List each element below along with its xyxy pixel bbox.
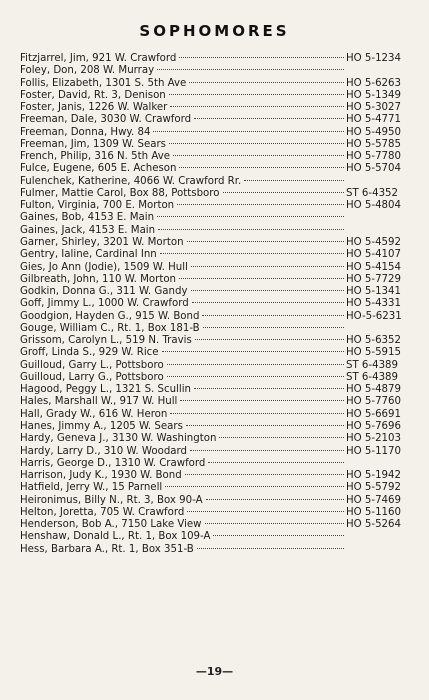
list-item <box>20 139 412 151</box>
dot-leader <box>206 499 344 500</box>
student-name-address: Hales, Marshall W., 917 W. Hull <box>20 396 178 408</box>
dot-leader <box>185 474 344 475</box>
section-heading: SOPHOMORES <box>139 22 290 40</box>
list-item <box>20 262 412 274</box>
dot-leader <box>173 155 344 156</box>
dot-leader <box>191 266 344 267</box>
student-name-address: Foster, Janis, 1226 W. Walker <box>20 102 168 114</box>
dot-leader <box>186 425 344 426</box>
dot-leader <box>169 94 344 95</box>
list-item <box>20 446 412 458</box>
list-item <box>20 65 412 77</box>
student-name-address: Grissom, Carolyn L., 519 N. Travis <box>20 335 192 347</box>
student-name-address: Fulton, Virginia, 700 E. Morton <box>20 200 175 212</box>
phone-number: HO 5-7696 <box>346 420 402 432</box>
student-name-address: Godkin, Donna G., 311 W. Gandy <box>20 286 188 298</box>
student-name-address: Guilloud, Garry L., Pottsboro <box>20 359 164 371</box>
list-item <box>20 200 412 212</box>
dot-leader <box>219 437 344 438</box>
phone-number: HO 5-5264 <box>346 519 402 531</box>
list-item <box>20 176 412 188</box>
student-name-address: Hagood, Peggy L., 1321 S. Scullin <box>20 384 191 396</box>
phone-number: HO 5-4154 <box>346 261 402 273</box>
list-item <box>20 53 412 65</box>
student-name-address: Garner, Shirley, 3201 W. Morton <box>20 236 184 248</box>
dot-leader <box>169 143 344 144</box>
dot-leader <box>190 450 344 451</box>
student-name-address: Gentry, Ialine, Cardinal Inn <box>20 249 157 261</box>
dot-leader <box>179 278 344 279</box>
dot-leader <box>194 388 344 389</box>
list-item <box>20 507 412 519</box>
student-name-address: Gouge, William C., Rt. 1, Box 181-B <box>20 322 200 334</box>
student-name-address: Freeman, Dale, 3030 W. Crawford <box>20 114 192 126</box>
dot-leader <box>167 364 344 365</box>
student-name-address: Gaines, Bob, 4153 E. Main <box>20 212 155 224</box>
student-name-address: Foster, David, Rt. 3, Denison <box>20 89 166 101</box>
student-name-address: Guilloud, Larry G., Pottsboro <box>20 371 164 383</box>
list-item <box>20 519 412 531</box>
list-item <box>20 347 412 359</box>
list-item <box>20 470 412 482</box>
page-number: —19— <box>195 665 234 678</box>
list-item <box>20 163 412 175</box>
list-item <box>20 188 412 200</box>
list-item <box>20 433 412 445</box>
list-item <box>20 212 412 224</box>
list-item <box>20 360 412 372</box>
dot-leader <box>194 118 344 119</box>
student-name-address: Gaines, Jack, 4153 E. Main <box>20 224 156 236</box>
dot-leader <box>170 413 344 414</box>
phone-number: HO 5-1170 <box>346 445 402 457</box>
list-item <box>20 372 412 384</box>
list-item <box>20 396 412 408</box>
student-name-address: Heironimus, Billy N., Rt. 3, Box 90-A <box>20 494 203 506</box>
dot-leader <box>170 106 344 107</box>
phone-number: ST 6-4352 <box>346 187 399 199</box>
dot-leader <box>202 315 344 316</box>
phone-number: HO 5-6691 <box>346 408 402 420</box>
phone-number: ST 6-4389 <box>346 359 399 371</box>
phone-number: HO 5-1349 <box>346 89 402 101</box>
dot-leader <box>162 351 344 352</box>
list-item <box>20 409 412 421</box>
dot-leader <box>192 302 344 303</box>
phone-number: HO 5-7780 <box>346 151 402 163</box>
phone-number: HO 5-6352 <box>346 335 402 347</box>
student-name-address: Goff, Jimmy L., 1000 W. Crawford <box>20 298 189 310</box>
student-name-address: Foley, Don, 208 W. Murray <box>20 65 155 77</box>
student-name-address: Follis, Elizabeth, 1301 S. 5th Ave <box>20 77 187 89</box>
list-item <box>20 249 412 261</box>
dot-leader <box>189 82 344 83</box>
list-item <box>20 311 412 323</box>
phone-number: HO 5-5785 <box>346 138 402 150</box>
dot-leader <box>203 327 344 328</box>
dot-leader <box>158 229 344 230</box>
dot-leader <box>179 57 344 58</box>
list-item <box>20 458 412 470</box>
list-item <box>20 335 412 347</box>
dot-leader <box>208 462 344 463</box>
phone-number: HO 5-4592 <box>346 236 402 248</box>
list-item <box>20 274 412 286</box>
dot-leader <box>160 253 344 254</box>
list-item <box>20 151 412 163</box>
list-item <box>20 237 412 249</box>
student-name-address: Henderson, Bob A., 7150 Lake View <box>20 519 202 531</box>
list-item <box>20 531 412 543</box>
list-item <box>20 323 412 335</box>
list-item <box>20 114 412 126</box>
student-name-address: Hess, Barbara A., Rt. 1, Box 351-B <box>20 543 194 555</box>
list-item <box>20 127 412 139</box>
dot-leader <box>223 192 345 193</box>
dot-leader <box>187 241 344 242</box>
list-item <box>20 286 412 298</box>
student-name-address: Hanes, Jimmy A., 1205 W. Sears <box>20 420 183 432</box>
dot-leader <box>213 535 344 536</box>
student-name-address: Groff, Linda S., 929 W. Rice <box>20 347 159 359</box>
dot-leader <box>177 204 344 205</box>
student-name-address: Gilbreath, John, 110 W. Morton <box>20 273 177 285</box>
list-item <box>20 102 412 114</box>
phone-number: HO 5-1234 <box>346 53 402 64</box>
phone-number: HO 5-7760 <box>346 396 402 408</box>
phone-number: HO 5-4771 <box>346 114 402 126</box>
phone-number: HO 5-7729 <box>346 273 402 285</box>
dot-leader <box>167 376 344 377</box>
student-name-address: Fitzjarrel, Jim, 921 W. Crawford <box>20 53 177 64</box>
dot-leader <box>195 339 344 340</box>
student-name-address: Hardy, Larry D., 310 W. Woodard <box>20 445 188 457</box>
student-name-address: Freeman, Jim, 1309 W. Sears <box>20 138 166 150</box>
student-name-address: Hatfield, Jerry W., 15 Parnell <box>20 482 163 494</box>
student-name-address: Henshaw, Donald L., Rt. 1, Box 109-A <box>20 531 211 543</box>
phone-number: HO 5-4950 <box>346 126 402 138</box>
phone-number: HO 5-5704 <box>346 163 402 175</box>
phone-number: HO 5-1942 <box>346 470 402 482</box>
dot-leader <box>197 548 344 549</box>
phone-number: HO 5-4879 <box>346 384 402 396</box>
phone-number: HO 5-4331 <box>346 298 402 310</box>
dot-leader <box>244 180 344 181</box>
dot-leader <box>191 290 345 291</box>
student-name-address: Fulmer, Mattie Carol, Box 88, Pottsboro <box>20 187 220 199</box>
phone-number: HO 5-3027 <box>346 102 402 114</box>
dot-leader <box>205 523 344 524</box>
dot-leader <box>157 69 344 70</box>
student-name-address: Fulce, Eugene, 605 E. Acheson <box>20 163 177 175</box>
dot-leader <box>187 511 344 512</box>
student-name-address: Goodgion, Hayden G., 915 W. Bond <box>20 310 200 322</box>
student-name-address: French, Philip, 316 N. 5th Ave <box>20 151 170 163</box>
phone-number: HO 5-2103 <box>346 433 402 445</box>
student-name-address: Fulenchek, Katherine, 4066 W. Crawford Rr. <box>20 175 242 187</box>
student-name-address: Helton, Joretta, 705 W. Crawford <box>20 506 185 518</box>
list-item <box>20 495 412 507</box>
phone-number: HO 5-6263 <box>346 77 402 89</box>
dot-leader <box>165 486 344 487</box>
phone-number: HO 5-1160 <box>346 506 402 518</box>
phone-number: HO 5-4107 <box>346 249 402 261</box>
student-name-address: Freeman, Donna, Hwy. 84 <box>20 126 151 138</box>
phone-number: HO 5-4804 <box>346 200 402 212</box>
list-item <box>20 482 412 494</box>
student-name-address: Gies, Jo Ann (Jodie), 1509 W. Hull <box>20 261 188 273</box>
list-item <box>20 298 412 310</box>
student-name-address: Hardy, Geneva J., 3130 W. Washington <box>20 433 217 445</box>
dot-leader <box>180 400 344 401</box>
phone-number: ST 6-4389 <box>346 371 399 383</box>
phone-number: HO 5-5792 <box>346 482 402 494</box>
list-item <box>20 90 412 102</box>
phone-number: HO 5-7469 <box>346 494 402 506</box>
phone-number: HO-5-6231 <box>346 310 402 322</box>
dot-leader <box>157 216 344 217</box>
student-name-address: Harrison, Judy K., 1930 W. Bond <box>20 470 182 482</box>
dot-leader <box>179 167 344 168</box>
list-item <box>20 225 412 237</box>
list-item <box>20 384 412 396</box>
list-item <box>20 421 412 433</box>
phone-number: HO 5-5915 <box>346 347 402 359</box>
dot-leader <box>153 131 344 132</box>
list-item <box>20 544 412 556</box>
student-name-address: Hall, Grady W., 616 W. Heron <box>20 408 168 420</box>
student-list <box>20 53 412 556</box>
student-name-address: Harris, George D., 1310 W. Crawford <box>20 457 206 469</box>
list-item <box>20 78 412 90</box>
phone-number: HO 5-1341 <box>346 286 402 298</box>
